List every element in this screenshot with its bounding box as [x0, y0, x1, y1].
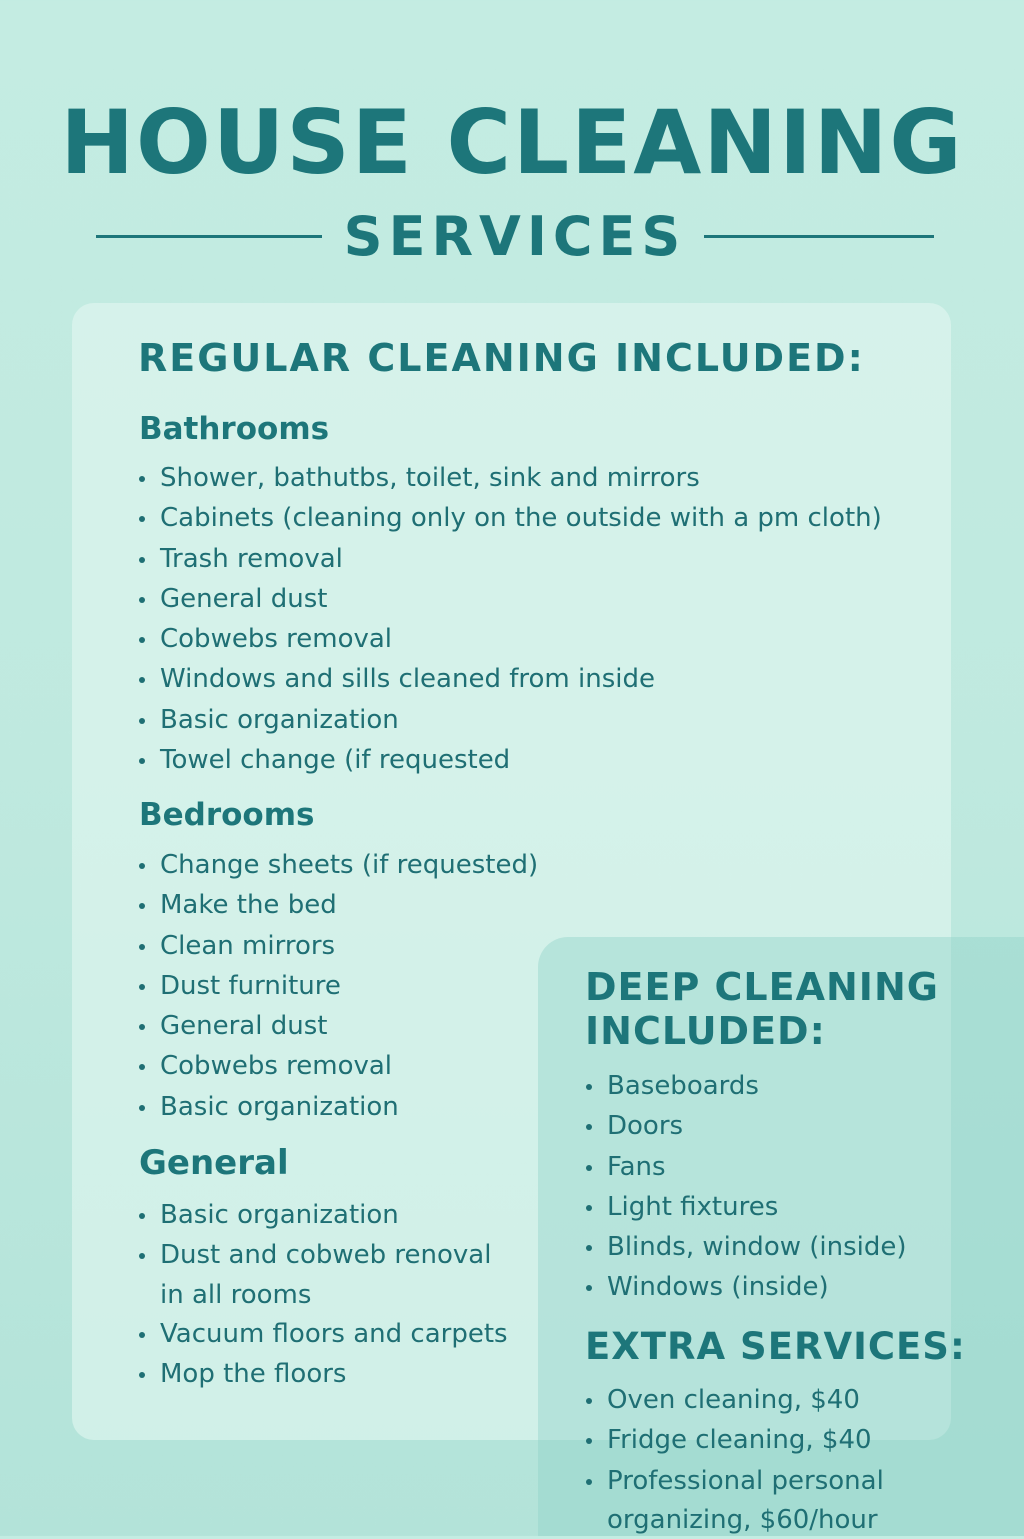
- list-item: General dust: [138, 579, 882, 619]
- bedrooms-title: Bedrooms: [139, 797, 315, 833]
- regular-cleaning-heading: REGULAR CLEANING INCLUDED:: [138, 336, 865, 380]
- list-item: Towel change (if requested: [138, 740, 882, 780]
- general-title: General: [139, 1143, 289, 1183]
- list-item: Doors: [585, 1106, 907, 1146]
- list-item: Basic organization: [138, 1087, 538, 1127]
- list-item: Blinds, window (inside): [585, 1227, 907, 1267]
- list-item: Dust furniture: [138, 966, 538, 1006]
- extra-services-list: [585, 1380, 884, 1539]
- bathrooms-list: [138, 458, 882, 780]
- list-item: Baseboards: [585, 1066, 907, 1106]
- list-item: Basic organization: [138, 1195, 508, 1235]
- deep-cleaning-heading: DEEP CLEANING INCLUDED:: [585, 965, 939, 1053]
- list-item: Cobwebs removal: [138, 1046, 538, 1086]
- general-list: [138, 1195, 508, 1394]
- list-item: Cabinets (cleaning only on the outside with a pm cloth): [138, 498, 882, 538]
- list-item: Trash removal: [138, 539, 882, 579]
- page-subtitle: SERVICES: [343, 205, 687, 268]
- deep-cleaning-list: [585, 1066, 907, 1308]
- bedrooms-list: [138, 845, 538, 1127]
- list-item: Windows (inside): [585, 1267, 907, 1307]
- list-item: Cobwebs removal: [138, 619, 882, 659]
- divider-right: [704, 235, 934, 238]
- list-item: General dust: [138, 1006, 538, 1046]
- list-item: Change sheets (if requested): [138, 845, 538, 885]
- list-item: Clean mirrors: [138, 926, 538, 966]
- list-item: Professional personal: [585, 1461, 884, 1501]
- list-item: Vacuum floors and carpets: [138, 1314, 508, 1354]
- extra-services-heading: EXTRA SERVICES:: [585, 1325, 966, 1368]
- list-item: Light fixtures: [585, 1187, 907, 1227]
- list-item: Oven cleaning, $40: [585, 1380, 884, 1420]
- list-item-continuation: organizing, $60/hour: [607, 1504, 878, 1535]
- page-title: HOUSE CLEANING: [60, 91, 964, 194]
- bathrooms-title: Bathrooms: [139, 411, 330, 447]
- list-item: Fridge cleaning, $40: [585, 1420, 884, 1460]
- list-item: Windows and sills cleaned from inside: [138, 659, 882, 699]
- list-item: Fans: [585, 1147, 907, 1187]
- list-item: Shower, bathutbs, toilet, sink and mirrors: [138, 458, 882, 498]
- list-item: Make the bed: [138, 885, 538, 925]
- list-item: Dust and cobweb renoval: [138, 1235, 508, 1275]
- list-item: Basic organization: [138, 700, 882, 740]
- list-item: Mop the floors: [138, 1354, 508, 1394]
- list-item-continuation: in all rooms: [160, 1279, 312, 1310]
- subtitle-row: [96, 206, 934, 268]
